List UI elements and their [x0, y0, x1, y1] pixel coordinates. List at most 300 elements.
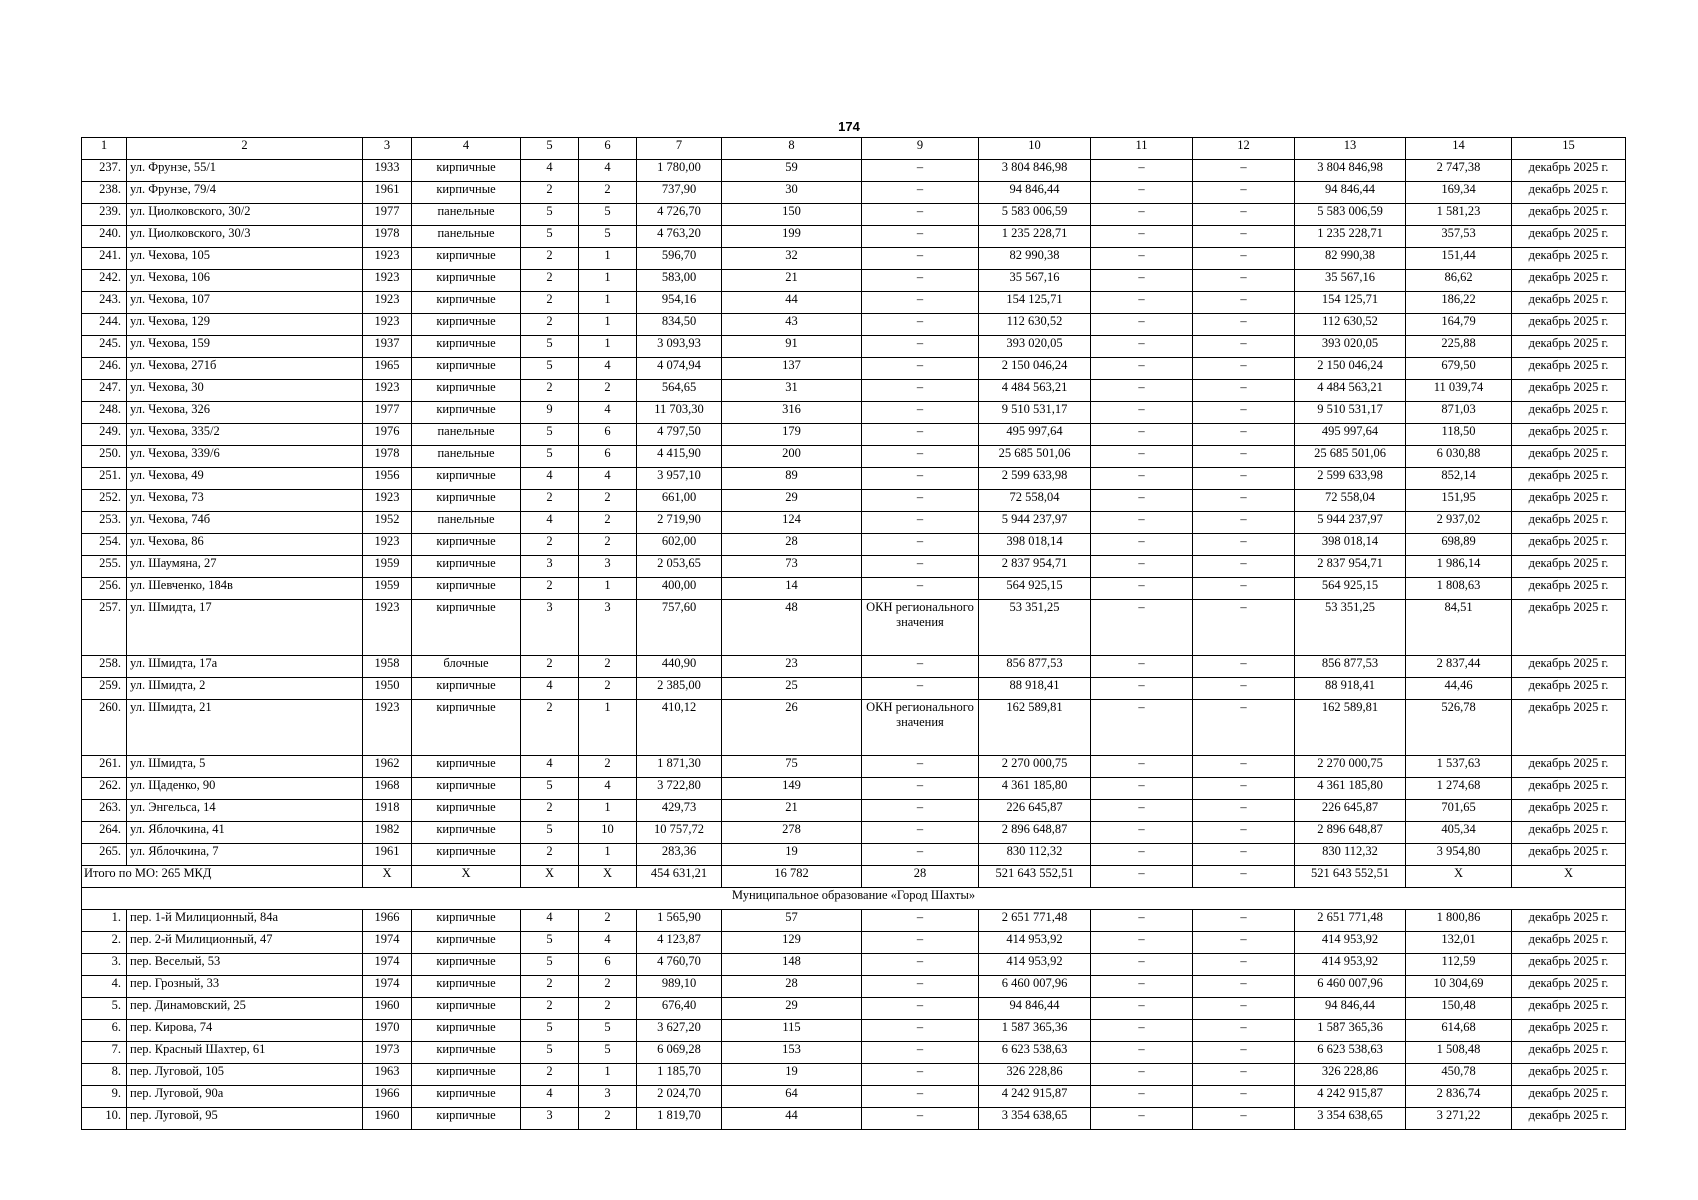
table-cell: 1: [579, 800, 637, 822]
table-cell: 2: [521, 700, 579, 756]
table-cell: –: [1091, 1064, 1193, 1086]
table-cell: –: [862, 910, 979, 932]
table-cell: кирпичные: [412, 182, 521, 204]
table-cell: –: [1091, 160, 1193, 182]
table-cell: 72 558,04: [1295, 490, 1406, 512]
table-cell: 3: [521, 556, 579, 578]
table-cell: 450,78: [1406, 1064, 1512, 1086]
table-cell: 112,59: [1406, 954, 1512, 976]
table-cell: –: [862, 424, 979, 446]
table-cell: 1918: [363, 800, 412, 822]
table-cell: 94 846,44: [1295, 998, 1406, 1020]
table-cell: –: [862, 844, 979, 866]
table-cell: декабрь 2025 г.: [1512, 556, 1626, 578]
table-cell: 1 587 365,36: [979, 1020, 1091, 1042]
table-cell: 429,73: [637, 800, 722, 822]
table-cell: –: [1091, 358, 1193, 380]
table-cell: 1 581,23: [1406, 204, 1512, 226]
table-cell: 6 069,28: [637, 1042, 722, 1064]
table-cell: 410,12: [637, 700, 722, 756]
table-cell: 3 957,10: [637, 468, 722, 490]
table-cell: 6: [579, 424, 637, 446]
table-cell: –: [1091, 656, 1193, 678]
table-cell: 29: [722, 490, 862, 512]
table-cell: 35 567,16: [979, 270, 1091, 292]
table-cell: 89: [722, 468, 862, 490]
table-cell: 19: [722, 844, 862, 866]
table-cell: кирпичные: [412, 490, 521, 512]
table-row: [82, 1108, 1626, 1130]
table-cell: 357,53: [1406, 226, 1512, 248]
table-cell: 260.: [82, 700, 127, 756]
table-row: [82, 910, 1626, 932]
table-cell: кирпичные: [412, 556, 521, 578]
table-row: [82, 226, 1626, 248]
table-cell: 86,62: [1406, 270, 1512, 292]
table-cell: –: [862, 160, 979, 182]
table-cell: 2 024,70: [637, 1086, 722, 1108]
table-cell: кирпичные: [412, 700, 521, 756]
table-cell: 28: [722, 976, 862, 998]
table-cell: –: [862, 314, 979, 336]
table-cell: 186,22: [1406, 292, 1512, 314]
table-cell: 5: [521, 336, 579, 358]
table-cell: кирпичные: [412, 1086, 521, 1108]
table-cell: ул. Яблочкина, 41: [127, 822, 363, 844]
table-cell: –: [862, 778, 979, 800]
table-cell: –: [1091, 756, 1193, 778]
table-cell: 4: [579, 160, 637, 182]
table-cell: 4 242 915,87: [1295, 1086, 1406, 1108]
table-cell: 10: [579, 822, 637, 844]
table-cell: –: [1193, 998, 1295, 1020]
table-cell: –: [1193, 556, 1295, 578]
table-cell: 244.: [82, 314, 127, 336]
table-cell: 4 123,87: [637, 932, 722, 954]
table-cell: 200: [722, 446, 862, 468]
table-cell: 73: [722, 556, 862, 578]
table-cell: 4: [521, 512, 579, 534]
table-cell: –: [1091, 270, 1193, 292]
table-cell: пер. Луговой, 90а: [127, 1086, 363, 1108]
table-cell: 255.: [82, 556, 127, 578]
table-row: [82, 954, 1626, 976]
table-cell: –: [1193, 314, 1295, 336]
table-cell: –: [862, 380, 979, 402]
table-cell: 6 623 538,63: [979, 1042, 1091, 1064]
table-cell: 2: [521, 490, 579, 512]
table-cell: Х: [1406, 866, 1512, 888]
table-cell: 4 484 563,21: [979, 380, 1091, 402]
table-cell: кирпичные: [412, 358, 521, 380]
table-cell: 237.: [82, 160, 127, 182]
table-cell: Х: [363, 866, 412, 888]
table-cell: декабрь 2025 г.: [1512, 578, 1626, 600]
table-row: [82, 678, 1626, 700]
table-cell: 2 150 046,24: [979, 358, 1091, 380]
table-cell: декабрь 2025 г.: [1512, 756, 1626, 778]
table-cell: –: [1091, 998, 1193, 1020]
table-cell: кирпичные: [412, 600, 521, 656]
table-cell: ул. Чехова, 49: [127, 468, 363, 490]
table-cell: 150,48: [1406, 998, 1512, 1020]
table-cell: 2: [579, 490, 637, 512]
table-cell: 151,44: [1406, 248, 1512, 270]
table-cell: 1966: [363, 1086, 412, 1108]
table-cell: 4 361 185,80: [979, 778, 1091, 800]
table-cell: кирпичные: [412, 1108, 521, 1130]
table-cell: 602,00: [637, 534, 722, 556]
table-cell: 256.: [82, 578, 127, 600]
table-cell: –: [1193, 756, 1295, 778]
table-cell: декабрь 2025 г.: [1512, 292, 1626, 314]
table-cell: кирпичные: [412, 976, 521, 998]
table-cell: ул. Чехова, 74б: [127, 512, 363, 534]
table-cell: Х: [579, 866, 637, 888]
table-row: [82, 932, 1626, 954]
table-cell: 1974: [363, 954, 412, 976]
table-cell: 2: [521, 976, 579, 998]
table-cell: 1 808,63: [1406, 578, 1512, 600]
register-table: [81, 137, 1626, 1130]
table-cell: 5: [521, 1042, 579, 1064]
table-cell: –: [1193, 226, 1295, 248]
table-cell: 94 846,44: [979, 998, 1091, 1020]
table-cell: –: [1193, 822, 1295, 844]
table-cell: –: [1193, 534, 1295, 556]
column-header: 7: [637, 138, 722, 160]
table-cell: 21: [722, 800, 862, 822]
table-cell: кирпичные: [412, 248, 521, 270]
table-cell: –: [1193, 336, 1295, 358]
table-cell: 263.: [82, 800, 127, 822]
table-cell: 698,89: [1406, 534, 1512, 556]
table-cell: 4: [521, 160, 579, 182]
table-cell: 19: [722, 1064, 862, 1086]
table-cell: 226 645,87: [979, 800, 1091, 822]
table-cell: декабрь 2025 г.: [1512, 1086, 1626, 1108]
table-cell: 5: [521, 1020, 579, 1042]
table-cell: 1976: [363, 424, 412, 446]
table-cell: 1923: [363, 270, 412, 292]
table-cell: 1961: [363, 844, 412, 866]
table-cell: 737,90: [637, 182, 722, 204]
table-cell: кирпичные: [412, 380, 521, 402]
table-cell: панельные: [412, 424, 521, 446]
table-cell: 3 627,20: [637, 1020, 722, 1042]
table-cell: 5 583 006,59: [979, 204, 1091, 226]
table-cell: 1 508,48: [1406, 1042, 1512, 1064]
table-cell: 2: [521, 248, 579, 270]
table-row: [82, 358, 1626, 380]
table-cell: –: [1091, 402, 1193, 424]
table-cell: 5: [521, 778, 579, 800]
table-row: [82, 822, 1626, 844]
table-row: [82, 1086, 1626, 1108]
table-cell: 1923: [363, 292, 412, 314]
table-cell: –: [862, 534, 979, 556]
table-cell: –: [1091, 932, 1193, 954]
table-cell: 830 112,32: [1295, 844, 1406, 866]
table-cell: –: [1193, 1064, 1295, 1086]
table-cell: кирпичные: [412, 778, 521, 800]
table-cell: –: [1193, 358, 1295, 380]
table-cell: 4 484 563,21: [1295, 380, 1406, 402]
table-cell: 253.: [82, 512, 127, 534]
table-cell: панельные: [412, 226, 521, 248]
table-cell: 243.: [82, 292, 127, 314]
table-cell: 23: [722, 656, 862, 678]
table-cell: 5 944 237,97: [979, 512, 1091, 534]
table-cell: 495 997,64: [979, 424, 1091, 446]
table-cell: 1923: [363, 700, 412, 756]
table-cell: 1 587 365,36: [1295, 1020, 1406, 1042]
table-cell: 3: [579, 1086, 637, 1108]
table-cell: –: [1193, 932, 1295, 954]
table-cell: 326 228,86: [1295, 1064, 1406, 1086]
table-cell: 4 726,70: [637, 204, 722, 226]
table-cell: 856 877,53: [1295, 656, 1406, 678]
table-cell: 154 125,71: [1295, 292, 1406, 314]
table-cell: декабрь 2025 г.: [1512, 600, 1626, 656]
table-cell: ул. Чехова, 271б: [127, 358, 363, 380]
table-cell: 1 235 228,71: [979, 226, 1091, 248]
table-cell: 1923: [363, 490, 412, 512]
table-cell: 10.: [82, 1108, 127, 1130]
table-cell: кирпичные: [412, 578, 521, 600]
table-cell: 35 567,16: [1295, 270, 1406, 292]
table-cell: ул. Фрунзе, 79/4: [127, 182, 363, 204]
table-cell: 48: [722, 600, 862, 656]
table-cell: пер. Красный Шахтер, 61: [127, 1042, 363, 1064]
table-cell: 283,36: [637, 844, 722, 866]
table-row: [82, 756, 1626, 778]
table-cell: 564,65: [637, 380, 722, 402]
table-cell: 393 020,05: [979, 336, 1091, 358]
column-header: 15: [1512, 138, 1626, 160]
table-cell: 179: [722, 424, 862, 446]
table-cell: 1965: [363, 358, 412, 380]
table-cell: 2: [579, 910, 637, 932]
table-cell: –: [1091, 600, 1193, 656]
table-cell: декабрь 2025 г.: [1512, 424, 1626, 446]
table-cell: 5.: [82, 998, 127, 1020]
table-cell: 2: [521, 314, 579, 336]
table-cell: –: [1091, 700, 1193, 756]
table-cell: 2: [579, 1108, 637, 1130]
table-row: [82, 700, 1626, 756]
table-cell: –: [1091, 1086, 1193, 1108]
table-cell: 852,14: [1406, 468, 1512, 490]
table-cell: –: [1193, 490, 1295, 512]
table-cell: 4: [579, 468, 637, 490]
column-header: 11: [1091, 138, 1193, 160]
table-cell: –: [1193, 656, 1295, 678]
table-row: [82, 424, 1626, 446]
table-cell: 3: [521, 600, 579, 656]
table-cell: 1 274,68: [1406, 778, 1512, 800]
table-cell: 2: [579, 512, 637, 534]
table-cell: –: [862, 1042, 979, 1064]
table-row: [82, 556, 1626, 578]
table-cell: 2.: [82, 932, 127, 954]
table-cell: 2: [521, 844, 579, 866]
table-cell: 2 053,65: [637, 556, 722, 578]
table-cell: 241.: [82, 248, 127, 270]
table-cell: –: [1193, 700, 1295, 756]
table-cell: кирпичные: [412, 1064, 521, 1086]
table-cell: –: [1193, 976, 1295, 998]
table-cell: 53 351,25: [979, 600, 1091, 656]
table-cell: 2: [579, 380, 637, 402]
table-cell: 1977: [363, 402, 412, 424]
table-cell: –: [1091, 1020, 1193, 1042]
table-cell: 1 565,90: [637, 910, 722, 932]
table-cell: 242.: [82, 270, 127, 292]
section-title: Муниципальное образование «Город Шахты»: [82, 888, 1626, 910]
table-cell: –: [862, 1108, 979, 1130]
table-cell: 82 990,38: [979, 248, 1091, 270]
table-cell: 1 986,14: [1406, 556, 1512, 578]
table-cell: 4: [521, 468, 579, 490]
table-cell: –: [1091, 910, 1193, 932]
table-cell: декабрь 2025 г.: [1512, 358, 1626, 380]
table-cell: 31: [722, 380, 862, 402]
table-cell: 2: [521, 998, 579, 1020]
table-cell: –: [862, 358, 979, 380]
table-cell: 4 074,94: [637, 358, 722, 380]
table-cell: декабрь 2025 г.: [1512, 1020, 1626, 1042]
table-cell: –: [1091, 226, 1193, 248]
table-cell: 1982: [363, 822, 412, 844]
table-cell: 261.: [82, 756, 127, 778]
table-cell: 84,51: [1406, 600, 1512, 656]
table-cell: 5: [521, 446, 579, 468]
column-header-row: [82, 138, 1626, 160]
table-cell: 2 837 954,71: [979, 556, 1091, 578]
table-cell: 240.: [82, 226, 127, 248]
table-cell: –: [862, 292, 979, 314]
table-cell: 3: [521, 1108, 579, 1130]
table-cell: декабрь 2025 г.: [1512, 534, 1626, 556]
table-cell: кирпичные: [412, 292, 521, 314]
table-cell: кирпичные: [412, 932, 521, 954]
table-cell: 26: [722, 700, 862, 756]
table-cell: 1: [579, 292, 637, 314]
table-cell: ОКН регионального значения: [862, 700, 979, 756]
table-cell: 4: [521, 678, 579, 700]
table-cell: ул. Чехова, 129: [127, 314, 363, 336]
table-cell: 2 651 771,48: [1295, 910, 1406, 932]
table-cell: –: [862, 656, 979, 678]
table-cell: 6 460 007,96: [979, 976, 1091, 998]
table-cell: 954,16: [637, 292, 722, 314]
table-cell: 239.: [82, 204, 127, 226]
table-cell: 3: [579, 556, 637, 578]
table-cell: –: [1193, 800, 1295, 822]
table-cell: 676,40: [637, 998, 722, 1020]
table-cell: 1: [579, 314, 637, 336]
table-cell: 226 645,87: [1295, 800, 1406, 822]
table-cell: 5: [579, 204, 637, 226]
table-row: [82, 446, 1626, 468]
total-label: Итого по МО: 265 МКД: [82, 866, 363, 888]
table-cell: 2 719,90: [637, 512, 722, 534]
table-cell: –: [1091, 778, 1193, 800]
table-cell: 137: [722, 358, 862, 380]
table-cell: –: [1193, 182, 1295, 204]
table-cell: 2: [521, 380, 579, 402]
table-cell: 259.: [82, 678, 127, 700]
table-cell: кирпичные: [412, 910, 521, 932]
table-row: [82, 468, 1626, 490]
table-cell: 6: [579, 446, 637, 468]
table-cell: 583,00: [637, 270, 722, 292]
table-cell: –: [1091, 490, 1193, 512]
table-cell: –: [1091, 844, 1193, 866]
table-cell: 5: [521, 954, 579, 976]
table-cell: 564 925,15: [979, 578, 1091, 600]
table-cell: 2: [521, 270, 579, 292]
table-cell: декабрь 2025 г.: [1512, 490, 1626, 512]
table-cell: пер. Луговой, 105: [127, 1064, 363, 1086]
table-cell: 1974: [363, 976, 412, 998]
table-cell: декабрь 2025 г.: [1512, 1108, 1626, 1130]
table-row: [82, 778, 1626, 800]
table-cell: 1 235 228,71: [1295, 226, 1406, 248]
table-cell: 414 953,92: [979, 932, 1091, 954]
table-cell: 1: [579, 270, 637, 292]
table-cell: 1923: [363, 600, 412, 656]
table-cell: 164,79: [1406, 314, 1512, 336]
table-cell: ул. Шевченко, 184в: [127, 578, 363, 600]
table-cell: –: [1193, 678, 1295, 700]
table-cell: 2: [579, 678, 637, 700]
table-row: [82, 204, 1626, 226]
table-cell: 2 599 633,98: [979, 468, 1091, 490]
table-cell: 91: [722, 336, 862, 358]
table-cell: ул. Шмидта, 17: [127, 600, 363, 656]
column-header: 2: [127, 138, 363, 160]
table-cell: –: [862, 678, 979, 700]
table-cell: ул. Фрунзе, 55/1: [127, 160, 363, 182]
table-cell: 5: [579, 1042, 637, 1064]
table-cell: 4: [579, 402, 637, 424]
table-cell: 112 630,52: [1295, 314, 1406, 336]
table-cell: 4 760,70: [637, 954, 722, 976]
table-cell: 4: [579, 778, 637, 800]
table-row: [82, 998, 1626, 1020]
table-cell: 989,10: [637, 976, 722, 998]
table-cell: 1937: [363, 336, 412, 358]
table-cell: –: [1193, 1042, 1295, 1064]
table-cell: декабрь 2025 г.: [1512, 778, 1626, 800]
table-cell: 94 846,44: [1295, 182, 1406, 204]
table-cell: 154 125,71: [979, 292, 1091, 314]
table-cell: 4: [579, 932, 637, 954]
table-cell: –: [1091, 446, 1193, 468]
table-cell: 701,65: [1406, 800, 1512, 822]
table-cell: ул. Чехова, 335/2: [127, 424, 363, 446]
table-cell: 162 589,81: [979, 700, 1091, 756]
table-cell: –: [1091, 954, 1193, 976]
table-cell: 5 583 006,59: [1295, 204, 1406, 226]
table-cell: –: [1091, 248, 1193, 270]
table-row: [82, 1042, 1626, 1064]
table-cell: панельные: [412, 512, 521, 534]
table-cell: 28: [862, 866, 979, 888]
column-header: 1: [82, 138, 127, 160]
